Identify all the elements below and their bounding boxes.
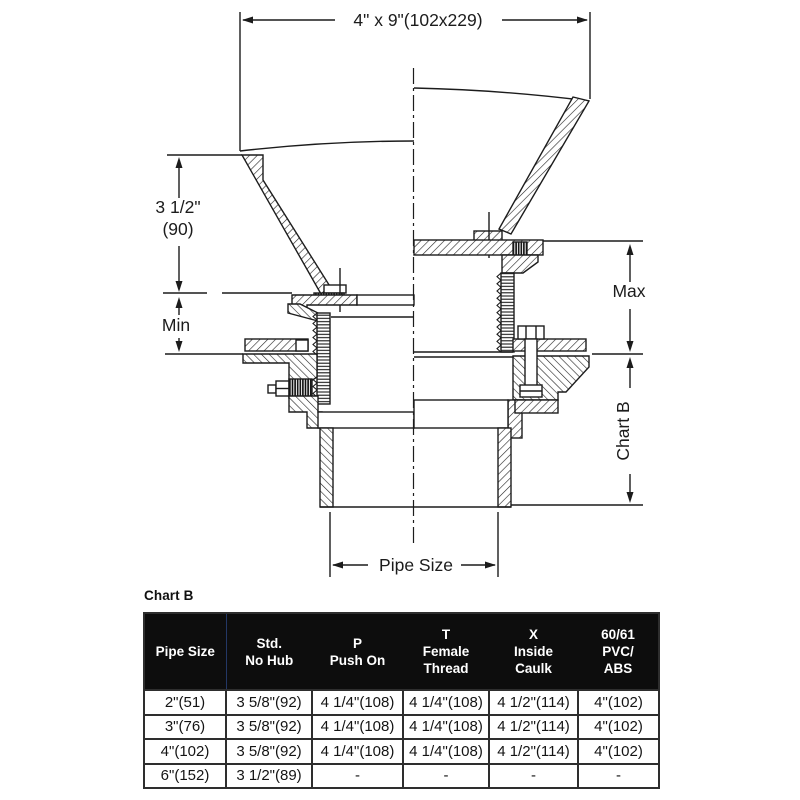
bolt-shank-right: [525, 339, 537, 386]
col-header-inside-caulk: X Inside Caulk: [489, 613, 578, 690]
table-cell: 4"(102): [578, 690, 659, 715]
bolt-head-right: [518, 326, 544, 339]
threaded-body-left: [313, 313, 413, 404]
floor-flange-left: [243, 339, 322, 428]
bolt-tip-left: [268, 385, 276, 393]
funnel-max-position: [414, 88, 589, 258]
table-cell: 4 1/2"(114): [489, 715, 578, 740]
dim-label-top-width: 4" x 9"(102x229): [353, 10, 483, 30]
col-header-std-no-hub: Std. No Hub: [226, 613, 312, 690]
table-cell: 4 1/4"(108): [403, 739, 489, 764]
table-row: [144, 739, 659, 764]
table-cell: 4 1/4"(108): [312, 715, 403, 740]
dim-label-height-mm: (90): [162, 219, 194, 239]
col-header-pvc-abs: 60/61 PVC/ ABS: [578, 613, 659, 690]
table-cell: 3 5/8"(92): [226, 739, 312, 764]
arrow-left-icon: [242, 17, 253, 24]
dim-top-width: [240, 12, 590, 151]
table-cell: 4 1/4"(108): [312, 690, 403, 715]
header-row: [144, 613, 659, 690]
floor-flange-right: [508, 326, 589, 438]
table-title: Chart B: [144, 588, 194, 603]
threaded-body-right: [497, 273, 514, 352]
table-cell: -: [403, 764, 489, 789]
dim-label-min: Min: [161, 315, 191, 335]
arrow-down-icon: [176, 341, 183, 352]
drain-body-section: [165, 68, 589, 545]
arrow-up-icon: [176, 297, 183, 308]
col-header-female-thread: T Female Thread: [403, 613, 489, 690]
table-cell: 3 5/8"(92): [226, 715, 312, 740]
table-cell: 2"(51): [144, 690, 226, 715]
table-cell: 4"(102): [578, 739, 659, 764]
table-cell: -: [312, 764, 403, 789]
outlet-pipe: [318, 400, 511, 507]
table-cell: 3 1/2"(89): [226, 764, 312, 789]
table-row: [144, 715, 659, 740]
table-cell: 3"(76): [144, 715, 226, 740]
table-cell: 4"(102): [144, 739, 226, 764]
col-header-pipe-size: Pipe Size: [144, 613, 226, 690]
table-cell: 4"(102): [578, 715, 659, 740]
table-cell: -: [489, 764, 578, 789]
table-cell: 3 5/8"(92): [226, 690, 312, 715]
arrow-down-icon: [627, 341, 634, 352]
dim-label-max: Max: [612, 281, 646, 301]
chart-b-table: [143, 612, 660, 789]
arrow-up-icon: [627, 357, 634, 368]
funnel-min-position: [240, 141, 414, 312]
col-header-push-on: P Push On: [312, 613, 403, 690]
table-cell: 4 1/4"(108): [403, 690, 489, 715]
table-cell: 4 1/4"(108): [312, 739, 403, 764]
table-row: [144, 764, 659, 789]
table-cell: -: [578, 764, 659, 789]
table-cell: 4 1/2"(114): [489, 739, 578, 764]
table-row: [144, 690, 659, 715]
arrow-right-icon: [577, 17, 588, 24]
arrow-up-icon: [176, 157, 183, 168]
arrow-left-icon: [332, 562, 343, 569]
dim-label-pipe-size: Pipe Size: [379, 555, 453, 575]
arrow-right-icon: [485, 562, 496, 569]
dim-label-chart-b: Chart B: [613, 401, 633, 461]
table-cell: 4 1/2"(114): [489, 690, 578, 715]
arrow-down-icon: [627, 492, 634, 503]
table-cell: 6"(152): [144, 764, 226, 789]
bolt-shank-left: [289, 379, 312, 398]
arrow-up-icon: [627, 244, 634, 255]
dim-label-height: 3 1/2": [155, 197, 201, 217]
table-cell: 4 1/4"(108): [403, 715, 489, 740]
collar-right: [414, 240, 543, 273]
arrow-down-icon: [176, 281, 183, 292]
